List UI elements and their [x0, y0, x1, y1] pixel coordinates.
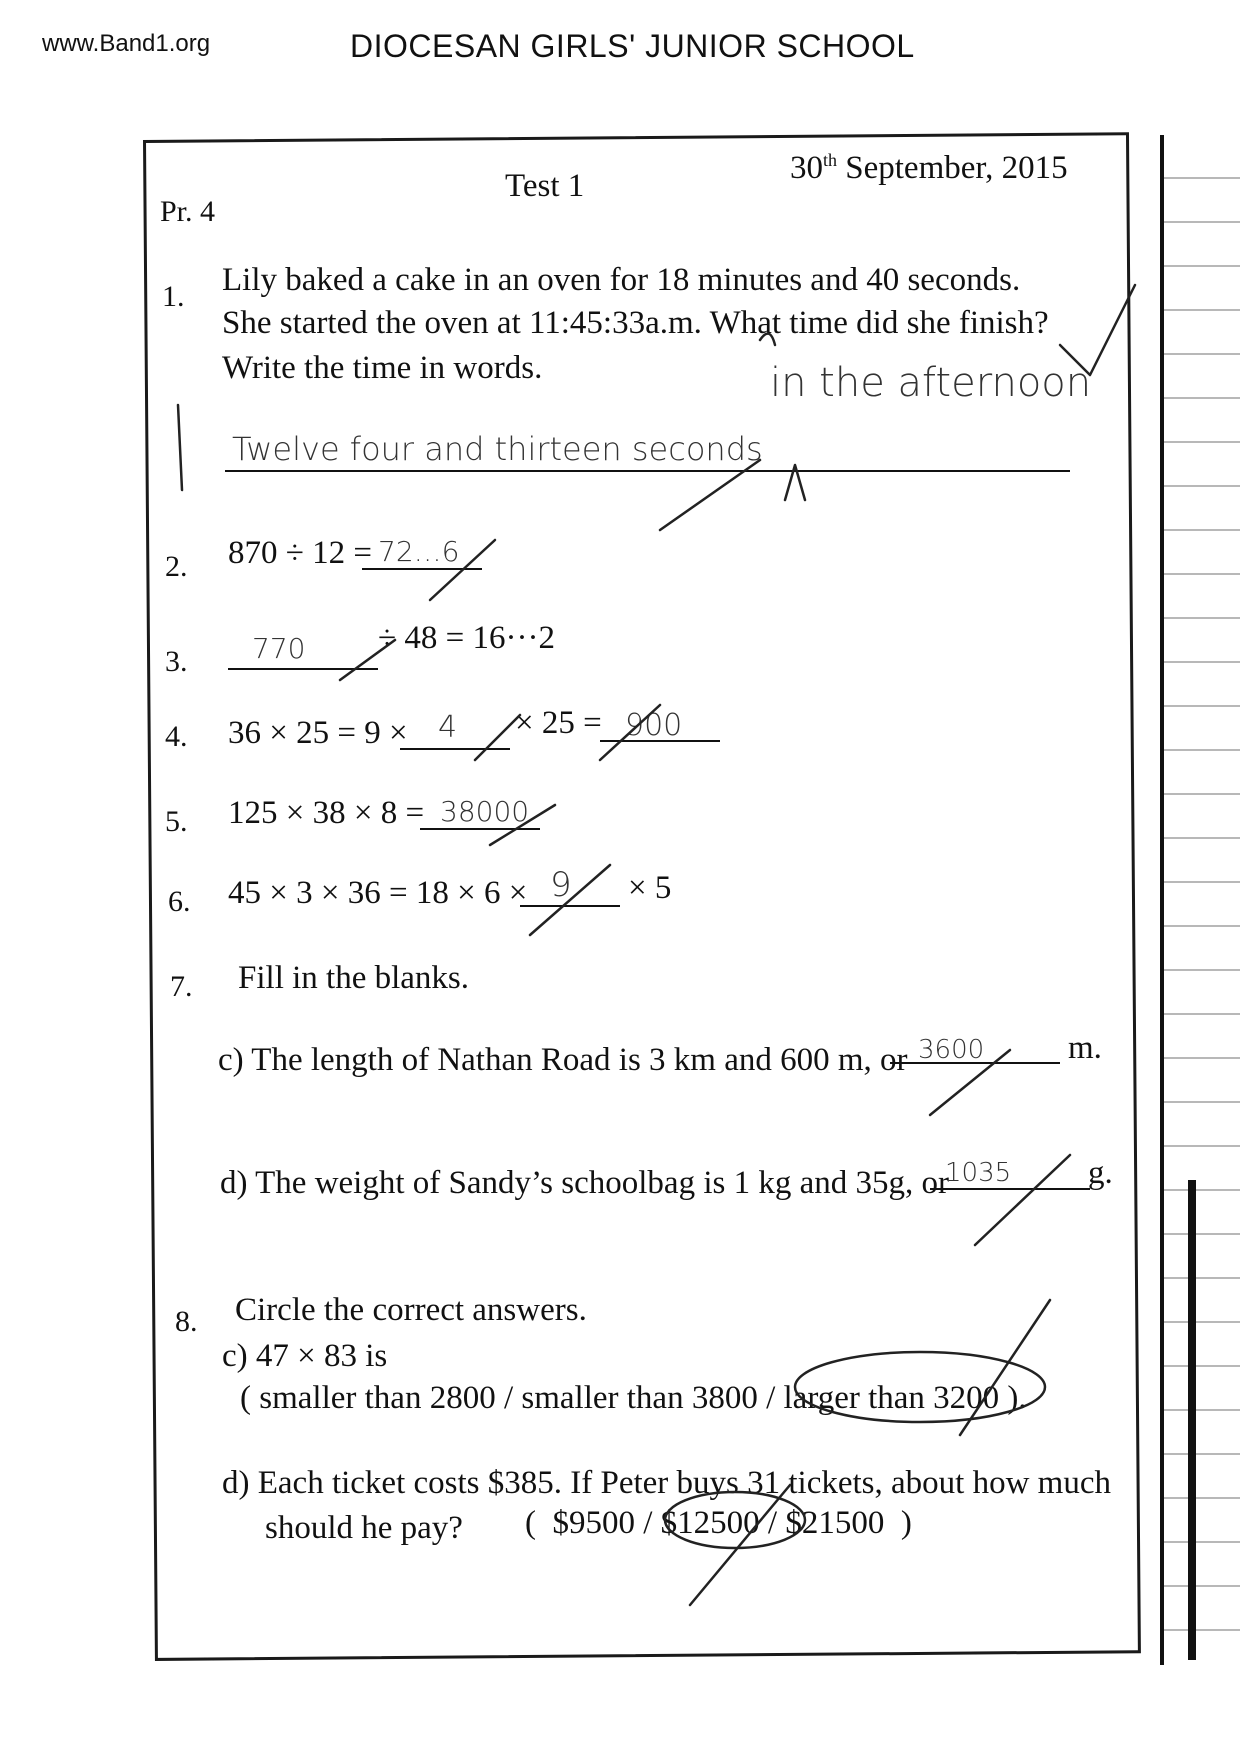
- q6-number: 6.: [168, 885, 191, 918]
- q8-c-open: (: [240, 1380, 251, 1416]
- q8-c-sep-2: /: [766, 1380, 776, 1416]
- q8-d-sep-1: /: [643, 1505, 653, 1541]
- q1-number: 1.: [162, 280, 185, 313]
- q1-line2: She started the oven at 11:45:33a.m. What time did she finish?: [222, 305, 1049, 341]
- q4-text-a: 36 × 25 = 9 ×: [228, 715, 408, 751]
- q7-instruction: Fill in the blanks.: [238, 960, 469, 996]
- q7d-tick-mark: [975, 1155, 1070, 1245]
- q8-c-option-1[interactable]: smaller than 2800: [259, 1380, 496, 1416]
- q8-c-text: c) 47 × 83 is: [222, 1338, 388, 1374]
- q5-tick-mark: [490, 805, 555, 845]
- q7-c-answer: 3600: [918, 1035, 985, 1065]
- q7-d-answer: 1035: [945, 1158, 1012, 1188]
- q8-d-option-2[interactable]: $12500: [660, 1505, 760, 1541]
- q8-d-open: (: [525, 1505, 536, 1541]
- q8-d-text: d) Each ticket costs $385. If Peter buys 31 tickets, about how much: [222, 1465, 1111, 1501]
- q8-d-option-3[interactable]: $21500: [785, 1505, 885, 1541]
- q1-caret-small: [760, 334, 775, 345]
- q8-d-sep-2: /: [767, 1505, 778, 1541]
- q3-tick-mark: [340, 640, 395, 680]
- q2-answer: 72…6: [378, 535, 460, 568]
- q2-tick-mark: [430, 540, 495, 600]
- q8-c-sep-1: /: [503, 1380, 514, 1416]
- test-title: Test 1: [505, 168, 585, 204]
- q7-c-unit: m.: [1068, 1030, 1102, 1066]
- q8-c-close: ).: [1007, 1380, 1027, 1416]
- q8-d-close: ): [900, 1505, 912, 1541]
- q8-number: 8.: [175, 1305, 198, 1338]
- date-rest: September, 2015: [837, 150, 1068, 186]
- q1-margin-bar: [178, 405, 182, 490]
- q1-teacher-correction: in the afternoon: [770, 360, 1092, 406]
- date-day: 30: [790, 150, 823, 186]
- q8-instruction: Circle the correct answers.: [235, 1292, 587, 1328]
- q3-answer: 770: [252, 632, 306, 665]
- q8-d-text2: should he pay?: [265, 1510, 463, 1546]
- q5-number: 5.: [165, 805, 188, 838]
- q5-answer: 38000: [440, 795, 530, 828]
- q1-answer: Twelve four and thirteen seconds: [232, 430, 763, 468]
- q4-answer-a: 4: [438, 710, 458, 745]
- q6-text: 45 × 3 × 36 = 18 × 6 ×: [228, 875, 528, 911]
- school-name: DIOCESAN GIRLS' JUNIOR SCHOOL: [350, 28, 915, 64]
- class-label: Pr. 4: [160, 195, 216, 228]
- q1-tick-mark: [1060, 285, 1135, 375]
- q6-tick-mark: [530, 865, 610, 935]
- q4-text-b: × 25 =: [515, 705, 602, 741]
- q8-c-option-2[interactable]: smaller than 3800: [521, 1380, 758, 1416]
- q4-number: 4.: [165, 720, 188, 753]
- q1-cross-slash: [660, 460, 760, 530]
- q7-number: 7.: [170, 970, 193, 1003]
- q6-answer: 9: [550, 865, 572, 905]
- q8-d-option-1[interactable]: $9500: [552, 1505, 635, 1541]
- q1-insertion-caret: [785, 465, 805, 500]
- q1-line1: Lily baked a cake in an oven for 18 minutes and 40 seconds.: [222, 262, 1021, 298]
- q6-text-b: × 5: [628, 870, 672, 906]
- q1-line3: Write the time in words.: [222, 350, 543, 386]
- q2-text: 870 ÷ 12 =: [228, 535, 372, 571]
- q7c-tick-mark: [930, 1050, 1010, 1115]
- q3-text: ÷ 48 = 16···2: [378, 620, 555, 656]
- q8d-answer-circle: [665, 1492, 805, 1548]
- q3-number: 3.: [165, 645, 188, 678]
- q2-number: 2.: [165, 550, 188, 583]
- q4-tick-a: [475, 715, 520, 760]
- q5-text: 125 × 38 × 8 =: [228, 795, 425, 831]
- q4-tick-b: [600, 705, 660, 760]
- q7-d-unit: g.: [1088, 1155, 1113, 1191]
- q7-d-text: d) The weight of Sandy’s schoolbag is 1 kg and 35g, or: [220, 1165, 949, 1201]
- date-suffix: th: [823, 150, 838, 170]
- q7-c-text: c) The length of Nathan Road is 3 km and 600 m, or: [218, 1042, 908, 1078]
- q8c-tick-mark: [960, 1300, 1050, 1435]
- website-label: www.Band1.org: [42, 30, 211, 57]
- q4-answer-b: 900: [625, 708, 683, 743]
- q8-c-option-3[interactable]: larger than 3200: [783, 1380, 1000, 1416]
